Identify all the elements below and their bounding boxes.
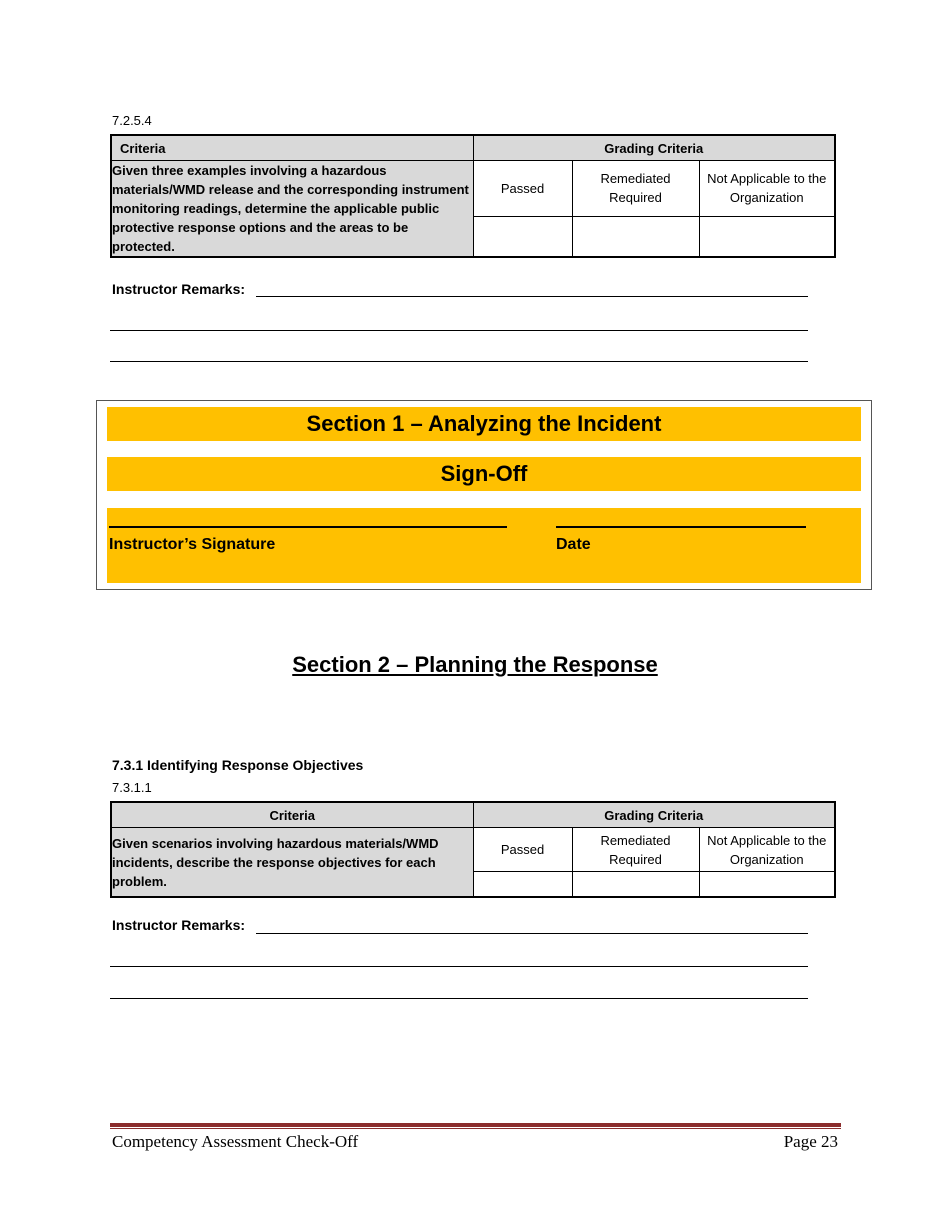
checkbox-remediated[interactable] — [572, 872, 699, 897]
remarks-line[interactable] — [110, 361, 808, 362]
option-passed: Passed — [473, 161, 572, 217]
signature-line[interactable] — [109, 526, 507, 528]
criteria-header: Criteria — [111, 802, 473, 828]
grading-table — [110, 801, 836, 898]
remarks-label: Instructor Remarks: — [112, 281, 246, 297]
checkbox-remediated[interactable] — [572, 216, 699, 257]
remarks-line[interactable] — [256, 296, 808, 297]
checkbox-not-applicable[interactable] — [699, 216, 835, 257]
checkbox-passed[interactable] — [473, 872, 572, 897]
remarks-line[interactable] — [110, 330, 808, 331]
criteria-text: Given three examples involving a hazardous materials/WMD release and the corresponding instrument monitoring readings, determine the applicable public protective response options and the areas to be protected. — [111, 161, 473, 258]
criteria-header: Criteria — [111, 135, 473, 161]
grading-header: Grading Criteria — [473, 802, 835, 828]
date-line[interactable] — [556, 526, 806, 528]
option-not-applicable: Not Applicable to the Organization — [699, 161, 835, 217]
option-not-applicable: Not Applicable to the Organization — [699, 828, 835, 872]
remarks-line[interactable] — [110, 998, 808, 999]
signoff-section-title: Section 1 – Analyzing the Incident — [107, 407, 861, 441]
remarks-label: Instructor Remarks: — [112, 917, 246, 933]
footer-rule-thin — [110, 1128, 841, 1129]
signoff-box — [96, 400, 872, 590]
option-passed: Passed — [473, 828, 572, 872]
criteria-text: Given scenarios involving hazardous materials/WMD incidents, describe the response objectives for each problem. — [111, 828, 473, 897]
option-remediated: Remediated Required — [572, 828, 699, 872]
checkbox-not-applicable[interactable] — [699, 872, 835, 897]
page-number: Page 23 — [783, 1132, 838, 1151]
signature-label: Instructor’s Signature — [109, 536, 276, 553]
option-remediated: Remediated Required — [572, 161, 699, 217]
grading-table — [110, 134, 836, 258]
footer-title: Competency Assessment Check-Off — [112, 1132, 359, 1151]
signoff-subtitle: Sign-Off — [107, 457, 861, 491]
footer-rule — [110, 1123, 841, 1127]
item-number: 7.3.1.1 — [112, 780, 152, 795]
section-title: Section 2 – Planning the Response — [292, 652, 658, 677]
signoff-signature-area — [107, 508, 861, 583]
remarks-line[interactable] — [110, 966, 808, 967]
date-label: Date — [556, 536, 591, 553]
remarks-line[interactable] — [256, 933, 808, 934]
item-number: 7.2.5.4 — [112, 113, 152, 128]
checkbox-passed[interactable] — [473, 216, 572, 257]
grading-header: Grading Criteria — [473, 135, 835, 161]
subsection-title: 7.3.1 Identifying Response Objectives — [112, 757, 364, 773]
